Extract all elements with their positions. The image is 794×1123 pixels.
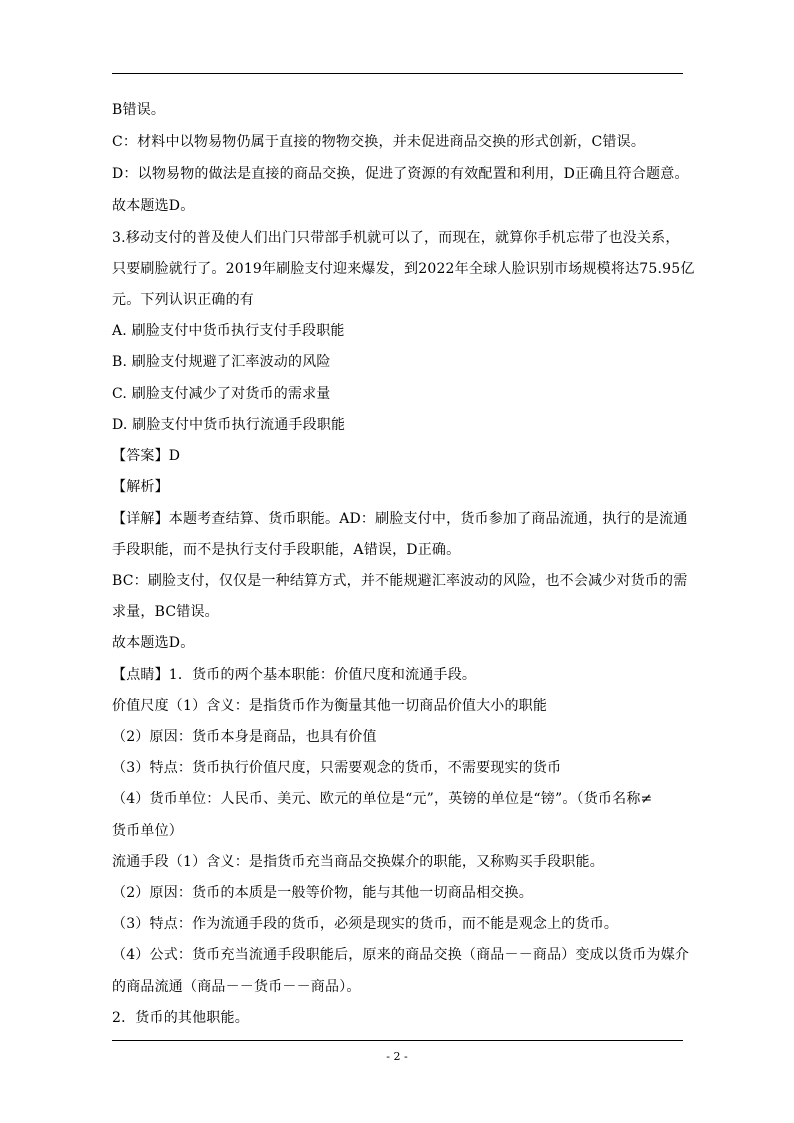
tip-line-6: 货币单位） (112, 823, 183, 839)
footer-rule (112, 1040, 683, 1041)
analysis-heading: 【解析】 (112, 479, 169, 495)
option-c: C. 刷脸支付减少了对货币的需求量 (112, 386, 331, 402)
question-3-line-1: 3.移动支付的普及使人们出门只带部手机就可以了，而现在，就算你手机忘带了也没关系， (112, 230, 680, 246)
answer-line: 【答案】D (112, 448, 181, 464)
option-d: D. 刷脸支付中货币执行流通手段职能 (112, 417, 346, 433)
tip-line-10: （4）公式：货币充当流通手段职能后，原来的商品交换（商品－－商品）变成以货币为媒介 (112, 947, 690, 963)
tip-line-4: （3）特点：货币执行价值尺度，只需要观念的货币，不需要现实的货币 (112, 760, 562, 776)
question-3-line-3: 元。下列认识正确的有 (112, 292, 254, 308)
detail-line-1: 【详解】本题考查结算、货币职能。AD：刷脸支付中，货币参加了商品流通，执行的是流通 (112, 511, 688, 527)
question-3-line-2: 只要刷脸就行了。2019年刷脸支付迎来爆发，到2022年全球人脸识别市场规模将达75.95亿 (112, 261, 695, 277)
detail-line-3: BC：刷脸支付，仅仅是一种结算方式，并不能规避汇率波动的风险，也不会减少对货币的需 (112, 573, 688, 589)
page-number: - 2 - (386, 1050, 408, 1063)
tip-line-2: 价值尺度（1）含义：是指货币作为衡量其他一切商品价值大小的职能 (112, 698, 548, 714)
header-rule (112, 73, 683, 74)
option-b: B. 刷脸支付规避了汇率波动的风险 (112, 354, 331, 370)
text-line-4: 故本题选D。 (112, 198, 195, 214)
tip-line-12: 2．货币的其他职能。 (112, 1010, 249, 1026)
tip-line-5: （4）货币单位：人民币、美元、欧元的单位是“元”，英镑的单位是“镑”。（货币名称≠ (112, 791, 653, 807)
tip-line-11: 的商品流通（商品－－货币－－商品）。 (112, 979, 361, 995)
tip-line-8: （2）原因：货币的本质是一般等价物，能与其他一切商品相交换。 (112, 885, 533, 901)
detail-line-5: 故本题选D。 (112, 635, 195, 651)
tip-line-9: （3）特点：作为流通手段的货币，必须是现实的货币，而不能是观念上的货币。 (112, 916, 619, 932)
tip-line-3: （2）原因：货币本身是商品，也具有价值 (112, 729, 377, 745)
detail-line-4: 求量，BC错误。 (112, 604, 219, 620)
text-line-2: C：材料中以物易物仍属于直接的物物交换，并未促进商品交换的形式创新，C错误。 (112, 134, 646, 150)
text-line-3: D：以物易物的做法是直接的商品交换，促进了资源的有效配置和利用，D正确且符合题意。 (112, 166, 689, 182)
tip-line-1: 【点睛】1．货币的两个基本职能：价值尺度和流通手段。 (112, 667, 477, 683)
option-a: A. 刷脸支付中货币执行支付手段职能 (112, 323, 345, 339)
detail-line-2: 手段职能，而不是执行支付手段职能，A错误，D正确。 (112, 542, 461, 558)
tip-line-7: 流通手段（1）含义：是指货币充当商品交换媒介的职能，又称购买手段职能。 (112, 854, 604, 870)
text-line-1: B错误。 (112, 102, 166, 118)
